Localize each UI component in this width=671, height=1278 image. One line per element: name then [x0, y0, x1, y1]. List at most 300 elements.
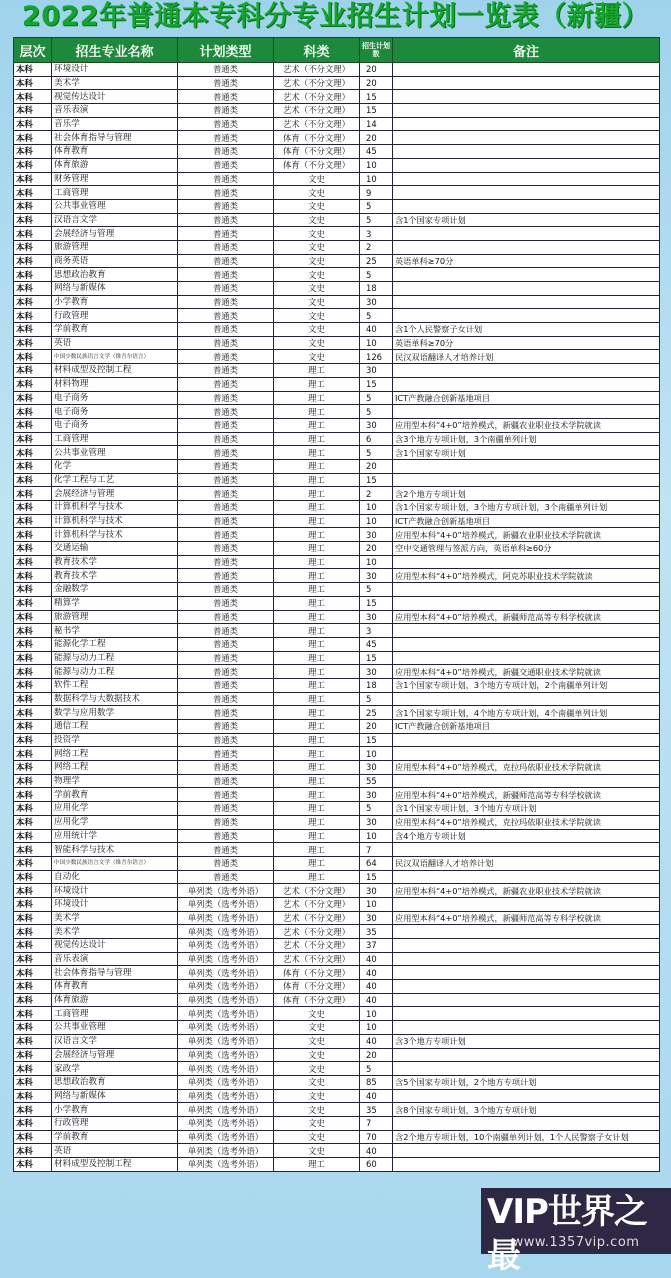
- cell-major: 材料成型及控制工程: [52, 1158, 178, 1172]
- table-row: [14, 993, 660, 1007]
- cell-major: 数学与应用数学: [52, 706, 178, 720]
- cell-plan-count: 40: [360, 966, 393, 980]
- table-row: [14, 925, 660, 939]
- table-row: [14, 172, 660, 186]
- cell-major: 软件工程: [52, 678, 178, 692]
- table-row: [14, 966, 660, 980]
- cell-level: 本科: [14, 1130, 52, 1144]
- table-row: [14, 952, 660, 966]
- cell-plan-type: 普通类: [178, 145, 274, 159]
- cell-plan-type: 单列类（选考外语）: [178, 1075, 274, 1089]
- cell-remarks: [393, 1007, 660, 1021]
- cell-level: 本科: [14, 514, 52, 528]
- cell-remarks: [393, 733, 660, 747]
- cell-category: 文史: [274, 227, 360, 241]
- cell-level: 本科: [14, 651, 52, 665]
- cell-major: 美术学: [52, 76, 178, 90]
- cell-remarks: [393, 268, 660, 282]
- cell-category: 理工: [274, 720, 360, 734]
- table-row: [14, 911, 660, 925]
- cell-plan-type: 普通类: [178, 213, 274, 227]
- cell-plan-count: 5: [360, 583, 393, 597]
- cell-category: 理工: [274, 596, 360, 610]
- cell-major: 小学教育: [52, 295, 178, 309]
- cell-major: 英语: [52, 1144, 178, 1158]
- cell-level: 本科: [14, 104, 52, 118]
- cell-plan-type: 单列类（选考外语）: [178, 952, 274, 966]
- cell-level: 本科: [14, 952, 52, 966]
- table-row: [14, 240, 660, 254]
- cell-category: 理工: [274, 487, 360, 501]
- cell-remarks: [393, 980, 660, 994]
- cell-category: 理工: [274, 856, 360, 870]
- cell-category: 文史: [274, 1144, 360, 1158]
- cell-remarks: 含2个地方专项计划: [393, 487, 660, 501]
- table-row: [14, 90, 660, 104]
- cell-plan-type: 普通类: [178, 131, 274, 145]
- cell-plan-count: 35: [360, 925, 393, 939]
- cell-category: 理工: [274, 651, 360, 665]
- cell-plan-type: 普通类: [178, 747, 274, 761]
- cell-category: 理工: [274, 733, 360, 747]
- cell-category: 艺术（不分文理）: [274, 90, 360, 104]
- cell-plan-type: 普通类: [178, 528, 274, 542]
- cell-category: 理工: [274, 761, 360, 775]
- cell-plan-type: 普通类: [178, 309, 274, 323]
- table-row: [14, 377, 660, 391]
- cell-level: 本科: [14, 610, 52, 624]
- cell-category: 理工: [274, 364, 360, 378]
- cell-level: 本科: [14, 117, 52, 131]
- cell-remarks: 含1个国家专项计划，3个地方专项计划: [393, 802, 660, 816]
- cell-plan-type: 普通类: [178, 364, 274, 378]
- cell-level: 本科: [14, 802, 52, 816]
- cell-major: 学前教育: [52, 1130, 178, 1144]
- cell-level: 本科: [14, 1048, 52, 1062]
- cell-plan-count: 5: [360, 268, 393, 282]
- table-row: [14, 747, 660, 761]
- cell-category: 体育（不分文理）: [274, 993, 360, 1007]
- table-row: [14, 1007, 660, 1021]
- table-row: [14, 761, 660, 775]
- cell-plan-count: 40: [360, 323, 393, 337]
- cell-plan-count: 7: [360, 1116, 393, 1130]
- cell-level: 本科: [14, 678, 52, 692]
- cell-remarks: [393, 63, 660, 77]
- cell-category: 文史: [274, 172, 360, 186]
- cell-category: 艺术（不分文理）: [274, 63, 360, 77]
- cell-plan-count: 14: [360, 117, 393, 131]
- table-row: [14, 692, 660, 706]
- watermark: [481, 1188, 671, 1276]
- cell-plan-type: 普通类: [178, 199, 274, 213]
- cell-major: 计算机科学与技术: [52, 501, 178, 515]
- cell-major: 体育教育: [52, 980, 178, 994]
- cell-major: 网络工程: [52, 747, 178, 761]
- table-row: [14, 788, 660, 802]
- table-row: [14, 1158, 660, 1172]
- cell-remarks: 应用型本科“4+0”培养模式，新疆农业职业技术学院就读: [393, 418, 660, 432]
- watermark-logo: VIP世界之最: [487, 1192, 647, 1276]
- cell-plan-type: 普通类: [178, 76, 274, 90]
- cell-category: 理工: [274, 747, 360, 761]
- cell-plan-count: 35: [360, 1103, 393, 1117]
- watermark-url: www.1357vip.com: [512, 1235, 640, 1250]
- cell-level: 本科: [14, 336, 52, 350]
- cell-major: 计算机科学与技术: [52, 514, 178, 528]
- cell-major: 计算机科学与技术: [52, 528, 178, 542]
- cell-remarks: [393, 131, 660, 145]
- table-row: [14, 596, 660, 610]
- cell-remarks: [393, 897, 660, 911]
- cell-remarks: 含1个国家专项计划: [393, 213, 660, 227]
- cell-remarks: [393, 952, 660, 966]
- cell-plan-type: 单列类（选考外语）: [178, 1007, 274, 1021]
- cell-major: 精算学: [52, 596, 178, 610]
- cell-major: 商务英语: [52, 254, 178, 268]
- cell-remarks: [393, 227, 660, 241]
- cell-major: 化学: [52, 459, 178, 473]
- cell-level: 本科: [14, 555, 52, 569]
- cell-category: 体育（不分文理）: [274, 158, 360, 172]
- cell-category: 理工: [274, 665, 360, 679]
- cell-remarks: [393, 240, 660, 254]
- cell-major: 能源与动力工程: [52, 651, 178, 665]
- cell-category: 文史: [274, 1116, 360, 1130]
- cell-plan-type: 单列类（选考外语）: [178, 911, 274, 925]
- cell-level: 本科: [14, 1116, 52, 1130]
- table-row: [14, 350, 660, 364]
- cell-major: 公共事业管理: [52, 199, 178, 213]
- cell-major: 行政管理: [52, 309, 178, 323]
- cell-category: 理工: [274, 706, 360, 720]
- cell-level: 本科: [14, 829, 52, 843]
- table-row: [14, 1021, 660, 1035]
- table-row: [14, 542, 660, 556]
- cell-major: 会展经济与管理: [52, 227, 178, 241]
- cell-plan-type: 普通类: [178, 555, 274, 569]
- cell-major: 自动化: [52, 870, 178, 884]
- cell-major: 学前教育: [52, 323, 178, 337]
- cell-plan-type: 普通类: [178, 63, 274, 77]
- cell-level: 本科: [14, 90, 52, 104]
- cell-major: 应用化学: [52, 815, 178, 829]
- cell-level: 本科: [14, 473, 52, 487]
- cell-level: 本科: [14, 172, 52, 186]
- cell-major: 能源与动力工程: [52, 665, 178, 679]
- cell-plan-count: 40: [360, 1089, 393, 1103]
- cell-major: 家政学: [52, 1062, 178, 1076]
- table-row: [14, 186, 660, 200]
- cell-plan-count: 40: [360, 952, 393, 966]
- enrollment-plan-table: [13, 37, 660, 1172]
- cell-level: 本科: [14, 1103, 52, 1117]
- table-row: [14, 213, 660, 227]
- cell-remarks: [393, 90, 660, 104]
- cell-category: 文史: [274, 1048, 360, 1062]
- cell-major: 数据科学与大数据技术: [52, 692, 178, 706]
- cell-remarks: [393, 104, 660, 118]
- cell-level: 本科: [14, 487, 52, 501]
- table-row: [14, 1048, 660, 1062]
- cell-level: 本科: [14, 391, 52, 405]
- cell-level: 本科: [14, 747, 52, 761]
- cell-plan-type: 单列类（选考外语）: [178, 1021, 274, 1035]
- cell-plan-type: 普通类: [178, 418, 274, 432]
- cell-remarks: 应用型本科“4+0”培养模式，新疆师范高等专科学校就读: [393, 911, 660, 925]
- cell-category: 理工: [274, 843, 360, 857]
- cell-plan-type: 普通类: [178, 158, 274, 172]
- cell-remarks: [393, 199, 660, 213]
- cell-major: 能源化学工程: [52, 637, 178, 651]
- table-row: [14, 884, 660, 898]
- cell-category: 理工: [274, 432, 360, 446]
- cell-plan-type: 普通类: [178, 596, 274, 610]
- cell-level: 本科: [14, 1021, 52, 1035]
- cell-category: 艺术（不分文理）: [274, 104, 360, 118]
- table-row: [14, 939, 660, 953]
- cell-plan-count: 5: [360, 1062, 393, 1076]
- cell-major: 思想政治教育: [52, 268, 178, 282]
- cell-plan-count: 30: [360, 911, 393, 925]
- cell-plan-count: 10: [360, 1007, 393, 1021]
- table-header-row: [14, 38, 660, 63]
- cell-category: 理工: [274, 815, 360, 829]
- table-row: [14, 980, 660, 994]
- table-row: [14, 501, 660, 515]
- cell-level: 本科: [14, 596, 52, 610]
- cell-plan-count: 25: [360, 706, 393, 720]
- table-row: [14, 199, 660, 213]
- cell-plan-count: 30: [360, 528, 393, 542]
- cell-level: 本科: [14, 925, 52, 939]
- cell-plan-count: 40: [360, 1144, 393, 1158]
- cell-plan-count: 7: [360, 843, 393, 857]
- cell-plan-type: 普通类: [178, 788, 274, 802]
- cell-plan-count: 30: [360, 884, 393, 898]
- table-row: [14, 802, 660, 816]
- cell-level: 本科: [14, 665, 52, 679]
- cell-category: 理工: [274, 774, 360, 788]
- cell-plan-count: 45: [360, 145, 393, 159]
- cell-major: 网络与新媒体: [52, 282, 178, 296]
- cell-remarks: ICT产教融合创新基地项目: [393, 720, 660, 734]
- cell-remarks: 含3个地方专项计划，3个南疆单列计划: [393, 432, 660, 446]
- cell-remarks: 空中交通管理与签派方向，英语单科≥60分: [393, 542, 660, 556]
- cell-major: 秘书学: [52, 624, 178, 638]
- table-row: [14, 446, 660, 460]
- cell-plan-type: 普通类: [178, 856, 274, 870]
- cell-plan-type: 普通类: [178, 240, 274, 254]
- table-row: [14, 104, 660, 118]
- cell-remarks: 含1个国家专项计划，4个地方专项计划，4个南疆单列计划: [393, 706, 660, 720]
- cell-plan-count: 10: [360, 514, 393, 528]
- cell-category: 文史: [274, 1089, 360, 1103]
- cell-plan-type: 单列类（选考外语）: [178, 993, 274, 1007]
- cell-level: 本科: [14, 364, 52, 378]
- cell-plan-count: 15: [360, 90, 393, 104]
- table-row: [14, 1103, 660, 1117]
- cell-level: 本科: [14, 405, 52, 419]
- cell-remarks: 含1个国家专项计划，3个地方专项计划，2个南疆单列计划: [393, 678, 660, 692]
- cell-plan-type: 普通类: [178, 227, 274, 241]
- cell-level: 本科: [14, 939, 52, 953]
- cell-plan-type: 普通类: [178, 651, 274, 665]
- cell-category: 艺术（不分文理）: [274, 952, 360, 966]
- cell-plan-type: 普通类: [178, 815, 274, 829]
- cell-plan-type: 普通类: [178, 733, 274, 747]
- cell-category: 理工: [274, 418, 360, 432]
- cell-plan-type: 单列类（选考外语）: [178, 1034, 274, 1048]
- cell-category: 文史: [274, 1075, 360, 1089]
- cell-category: 艺术（不分文理）: [274, 911, 360, 925]
- table-row: [14, 282, 660, 296]
- cell-level: 本科: [14, 788, 52, 802]
- cell-remarks: [393, 870, 660, 884]
- cell-plan-count: 85: [360, 1075, 393, 1089]
- cell-level: 本科: [14, 1075, 52, 1089]
- cell-remarks: [393, 377, 660, 391]
- cell-plan-count: 5: [360, 199, 393, 213]
- table-row: [14, 706, 660, 720]
- cell-level: 本科: [14, 1144, 52, 1158]
- cell-level: 本科: [14, 870, 52, 884]
- cell-plan-type: 普通类: [178, 432, 274, 446]
- cell-major: 交通运输: [52, 542, 178, 556]
- cell-major: 思想政治教育: [52, 1075, 178, 1089]
- cell-level: 本科: [14, 856, 52, 870]
- cell-plan-type: 普通类: [178, 569, 274, 583]
- table-row: [14, 843, 660, 857]
- cell-remarks: 民汉双语翻译人才培养计划: [393, 350, 660, 364]
- cell-plan-type: 单列类（选考外语）: [178, 897, 274, 911]
- table-row: [14, 815, 660, 829]
- cell-major: 应用统计学: [52, 829, 178, 843]
- cell-major: 会展经济与管理: [52, 487, 178, 501]
- cell-level: 本科: [14, 993, 52, 1007]
- cell-remarks: [393, 1021, 660, 1035]
- cell-remarks: [393, 117, 660, 131]
- cell-category: 文史: [274, 309, 360, 323]
- cell-level: 本科: [14, 542, 52, 556]
- cell-major: 工商管理: [52, 1007, 178, 1021]
- cell-major: 体育旅游: [52, 993, 178, 1007]
- table-row: [14, 1034, 660, 1048]
- cell-level: 本科: [14, 254, 52, 268]
- cell-level: 本科: [14, 63, 52, 77]
- cell-plan-type: 单列类（选考外语）: [178, 1048, 274, 1062]
- cell-major: 教育技术学: [52, 569, 178, 583]
- cell-remarks: 英语单科≥70分: [393, 336, 660, 350]
- cell-remarks: [393, 1062, 660, 1076]
- cell-plan-type: 普通类: [178, 583, 274, 597]
- cell-remarks: 民汉双语翻译人才培养计划: [393, 856, 660, 870]
- table-row: [14, 569, 660, 583]
- cell-level: 本科: [14, 199, 52, 213]
- cell-level: 本科: [14, 186, 52, 200]
- cell-major: 环境设计: [52, 884, 178, 898]
- cell-level: 本科: [14, 733, 52, 747]
- cell-category: 理工: [274, 377, 360, 391]
- cell-plan-count: 30: [360, 364, 393, 378]
- cell-plan-count: 10: [360, 172, 393, 186]
- cell-category: 文史: [274, 1034, 360, 1048]
- cell-remarks: [393, 282, 660, 296]
- cell-remarks: [393, 692, 660, 706]
- cell-plan-type: 普通类: [178, 720, 274, 734]
- table-body: [14, 63, 660, 1172]
- cell-level: 本科: [14, 1007, 52, 1021]
- cell-category: 文史: [274, 199, 360, 213]
- cell-category: 理工: [274, 610, 360, 624]
- cell-plan-count: 37: [360, 939, 393, 953]
- cell-plan-count: 25: [360, 254, 393, 268]
- cell-major: 学前教育: [52, 788, 178, 802]
- cell-category: 理工: [274, 829, 360, 843]
- cell-plan-type: 单列类（选考外语）: [178, 966, 274, 980]
- cell-level: 本科: [14, 227, 52, 241]
- cell-level: 本科: [14, 774, 52, 788]
- table-row: [14, 1062, 660, 1076]
- cell-remarks: ICT产教融合创新基地项目: [393, 391, 660, 405]
- cell-plan-count: 126: [360, 350, 393, 364]
- cell-major: 视觉传达设计: [52, 939, 178, 953]
- cell-remarks: [393, 843, 660, 857]
- cell-category: 艺术（不分文理）: [274, 884, 360, 898]
- cell-level: 本科: [14, 282, 52, 296]
- cell-level: 本科: [14, 980, 52, 994]
- cell-major: 社会体育指导与管理: [52, 966, 178, 980]
- cell-major: 投资学: [52, 733, 178, 747]
- cell-plan-type: 普通类: [178, 501, 274, 515]
- cell-category: 理工: [274, 405, 360, 419]
- cell-plan-count: 40: [360, 1034, 393, 1048]
- cell-plan-count: 20: [360, 131, 393, 145]
- cell-remarks: 含5个国家专项计划，2个地方专项计划: [393, 1075, 660, 1089]
- cell-remarks: 应用型本科“4+0”培养模式，新疆农业职业技术学院就读: [393, 884, 660, 898]
- table-row: [14, 1116, 660, 1130]
- cell-plan-type: 普通类: [178, 117, 274, 131]
- table-row: [14, 897, 660, 911]
- cell-remarks: [393, 993, 660, 1007]
- cell-plan-type: 普通类: [178, 90, 274, 104]
- cell-level: 本科: [14, 350, 52, 364]
- cell-plan-type: 普通类: [178, 637, 274, 651]
- cell-remarks: [393, 966, 660, 980]
- cell-category: 艺术（不分文理）: [274, 897, 360, 911]
- cell-plan-type: 普通类: [178, 104, 274, 118]
- cell-plan-type: 单列类（选考外语）: [178, 980, 274, 994]
- cell-plan-type: 普通类: [178, 295, 274, 309]
- cell-level: 本科: [14, 911, 52, 925]
- cell-major: 中国少数民族语言文学（维吾尔语言）: [52, 350, 178, 364]
- cell-plan-count: 10: [360, 336, 393, 350]
- table-row: [14, 829, 660, 843]
- table-row: [14, 295, 660, 309]
- cell-plan-type: 普通类: [178, 473, 274, 487]
- cell-level: 本科: [14, 966, 52, 980]
- cell-level: 本科: [14, 268, 52, 282]
- cell-plan-type: 普通类: [178, 692, 274, 706]
- cell-remarks: 含1个国家专项计划，3个地方专项计划，3个南疆单列计划: [393, 501, 660, 515]
- cell-plan-count: 5: [360, 309, 393, 323]
- cell-category: 文史: [274, 254, 360, 268]
- table-row: [14, 391, 660, 405]
- cell-level: 本科: [14, 1089, 52, 1103]
- cell-plan-count: 40: [360, 993, 393, 1007]
- cell-remarks: [393, 555, 660, 569]
- table-row: [14, 610, 660, 624]
